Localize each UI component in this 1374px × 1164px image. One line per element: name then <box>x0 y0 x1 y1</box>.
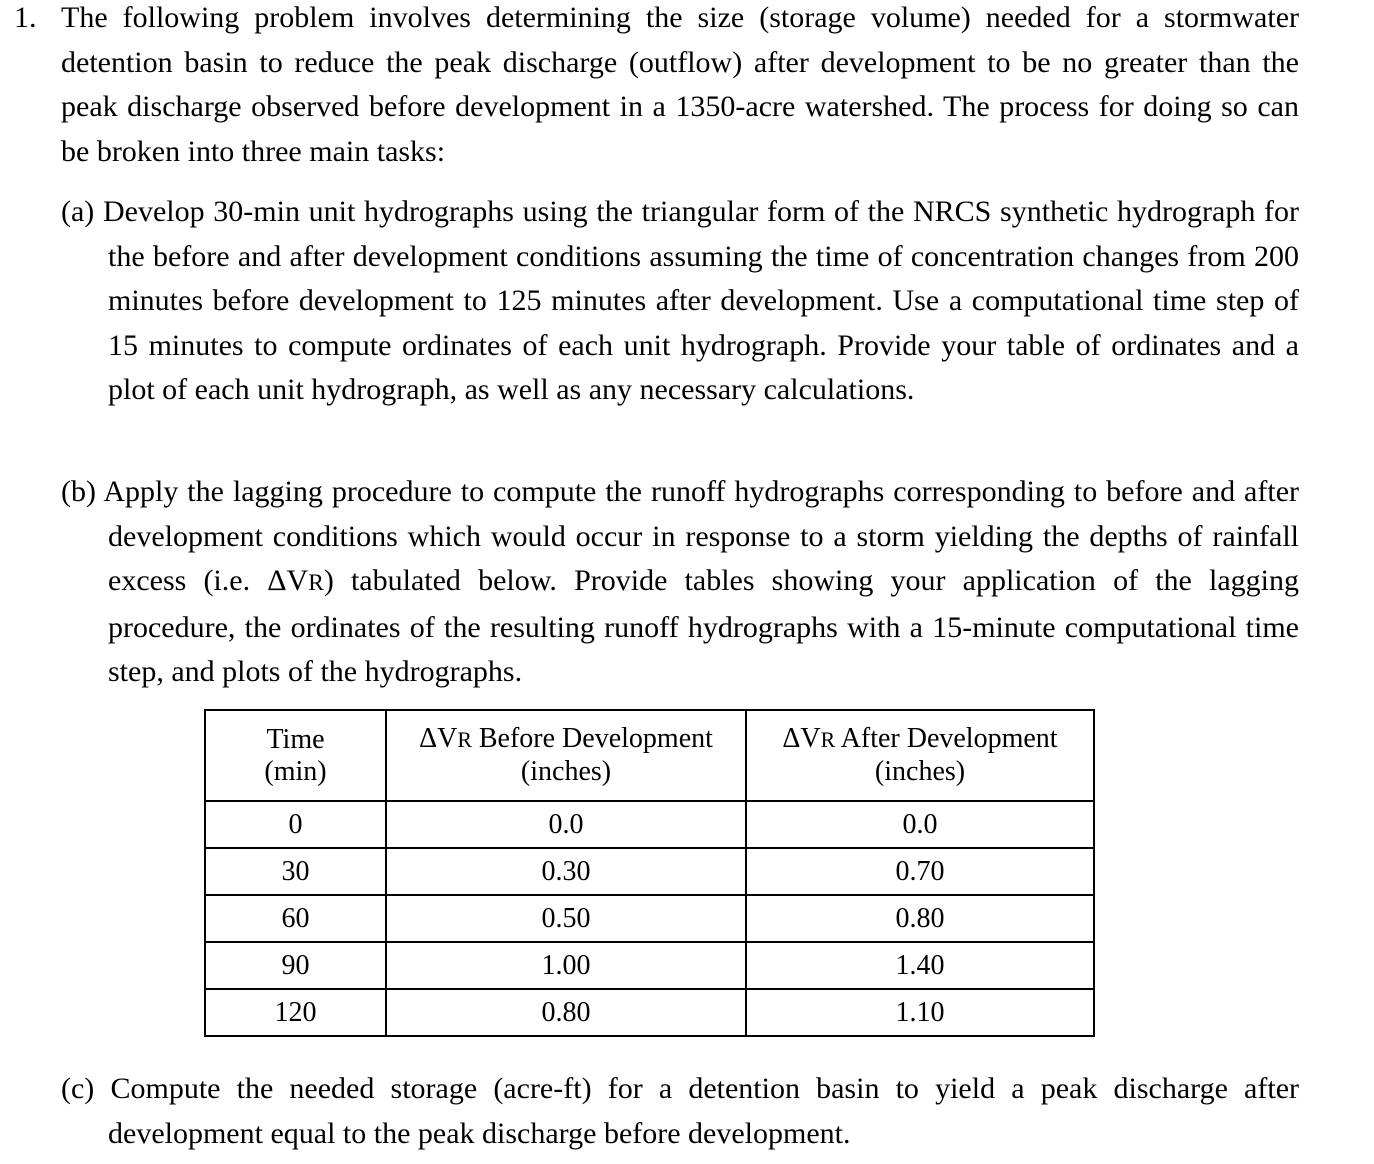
table-row <box>205 848 1094 895</box>
header-after-development: ΔVR After Development (inches) <box>746 710 1094 801</box>
cell-time: 120 <box>205 989 386 1036</box>
part-a <box>61 190 1299 413</box>
table-row <box>205 942 1094 989</box>
part-a-label: (a) <box>61 195 95 228</box>
cell-before: 0.0 <box>386 801 746 848</box>
rainfall-excess-table <box>204 709 1095 1037</box>
part-c-label: (c) <box>61 1072 95 1105</box>
delta-vr-symbol: ΔV <box>267 564 309 597</box>
part-b-text-1: Apply the lagging procedure to compute the runoff hydrographs corresponding to before and after development conditions which would occur in response to a storm yielding the depths of rainfall excess (i.e. <box>103 475 1299 597</box>
part-c <box>61 1067 1299 1156</box>
table-header-row <box>205 710 1094 801</box>
header-time: Time (min) <box>205 710 386 801</box>
cell-time: 90 <box>205 942 386 989</box>
table-row <box>205 801 1094 848</box>
table-row <box>205 989 1094 1036</box>
cell-before: 0.50 <box>386 895 746 942</box>
cell-time: 30 <box>205 848 386 895</box>
table-row <box>205 895 1094 942</box>
problem-intro: The following problem involves determining the size (storage volume) needed for a stormwater detention basin to reduce the peak discharge (outflow) after development to be no greater than the peak discharge observed before development in a 1350-acre watershed. The process for doing so can be broken into three main tasks: <box>61 1 1299 168</box>
cell-before: 0.80 <box>386 989 746 1036</box>
part-c-text: Compute the needed storage (acre-ft) for a detention basin to yield a peak discharge after development equal to the peak discharge before development. <box>108 1072 1299 1150</box>
delta-vr-subscript: R <box>308 570 324 596</box>
cell-time: 0 <box>205 801 386 848</box>
cell-before: 0.30 <box>386 848 746 895</box>
part-b-text-2: ) tabulated below. Provide tables showing your application of the lagging procedure, the ordinates of the resulting runoff hydrographs with a 15-minute computational time step, and plots of the hydrographs. <box>108 564 1300 688</box>
header-before-development: ΔVR Before Development (inches) <box>386 710 746 801</box>
cell-after: 0.80 <box>746 895 1094 942</box>
part-b <box>61 470 1299 695</box>
part-a-text: Develop 30-min unit hydrographs using the triangular form of the NRCS synthetic hydrograph for the before and after development conditions assuming the time of concentration changes from 200 minutes before development to 125 minutes after development. Use a computational time step of 15 minutes to compute ordinates of each unit hydrograph. Provide your table of ordinates and a plot of each unit hydrograph, as well as any necessary calculations. <box>102 195 1299 406</box>
cell-time: 60 <box>205 895 386 942</box>
problem-number: 1. <box>14 1 37 34</box>
cell-after: 1.40 <box>746 942 1094 989</box>
part-b-label: (b) <box>61 475 96 508</box>
cell-before: 1.00 <box>386 942 746 989</box>
cell-after: 0.70 <box>746 848 1094 895</box>
cell-after: 0.0 <box>746 801 1094 848</box>
cell-after: 1.10 <box>746 989 1094 1036</box>
